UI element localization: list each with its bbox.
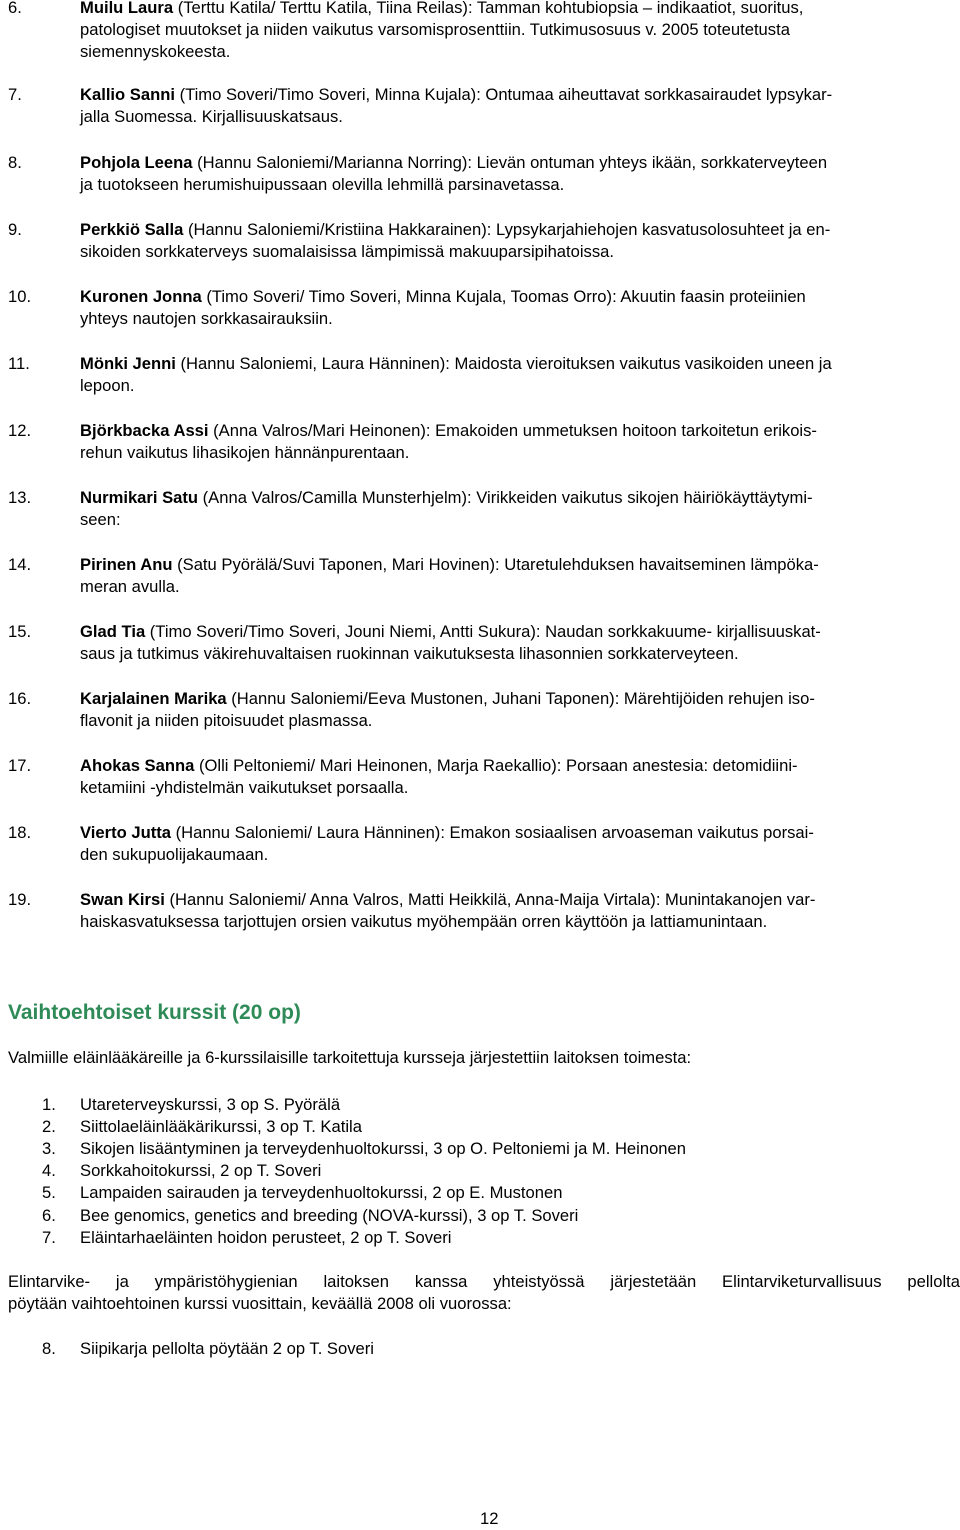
thesis-line: (Hannu Saloniemi/Eeva Mustonen, Juhani Taponen): Märehtijöiden rehujen iso- (226, 689, 815, 708)
thesis-line: lepoon. (80, 376, 135, 395)
course-text: Sorkkahoitokurssi, 2 op T. Soveri (80, 1161, 322, 1180)
thesis-line: (Terttu Katila/ Terttu Katila, Tiina Reilas): Tamman kohtubiopsia – indikaatiot, suoritus, (173, 0, 804, 17)
thesis-author: Karjalainen Marika (80, 689, 227, 708)
thesis-line: (Hannu Saloniemi/ Laura Hänninen): Emakon sosiaalisen arvoaseman vaikutus porsai- (170, 823, 814, 842)
course-number: 3. (42, 1139, 56, 1158)
thesis-item-18 (8, 822, 954, 866)
section-intro: Valmiille eläinlääkäreille ja 6-kurssilaisille tarkoitettuja kursseja järjestettiin laitoksen toimesta: (8, 1048, 692, 1067)
course-number: 6. (42, 1206, 56, 1225)
section-heading: Vaihtoehtoiset kurssit (20 op) (8, 1001, 301, 1024)
thesis-author: Muilu Laura (80, 0, 174, 17)
thesis-author: Vierto Jutta (80, 823, 171, 842)
course-text: Siittolaeläinlääkärikurssi, 3 op T. Katila (80, 1117, 362, 1136)
course-text: Eläintarhaeläinten hoidon perusteet, 2 op T. Soveri (80, 1228, 452, 1247)
thesis-author: Perkkiö Salla (80, 220, 184, 239)
thesis-number: 17. (8, 756, 32, 775)
course-number: 1. (42, 1095, 56, 1114)
thesis-author: Kallio Sanni (80, 85, 175, 104)
thesis-item-13 (8, 487, 954, 531)
thesis-line: meran avulla. (80, 577, 180, 596)
thesis-author: Swan Kirsi (80, 890, 165, 909)
course-number: 2. (42, 1117, 56, 1136)
thesis-line: ja tuotokseen herumishuipussaan olevilla lehmillä parsinavetassa. (80, 175, 565, 194)
thesis-item-12 (8, 420, 954, 464)
thesis-item-16 (8, 688, 954, 732)
thesis-item-8 (8, 152, 954, 196)
course-number: 4. (42, 1161, 56, 1180)
thesis-author: Pirinen Anu (80, 555, 173, 574)
thesis-line: (Hannu Saloniemi, Laura Hänninen): Maidosta vieroituksen vaikutus vasikoiden uneen ja (175, 354, 832, 373)
thesis-author: Kuronen Jonna (80, 287, 202, 306)
course-text: Utareterveyskurssi, 3 op S. Pyörälä (80, 1095, 341, 1114)
thesis-author: Nurmikari Satu (80, 488, 199, 507)
thesis-number: 18. (8, 823, 32, 842)
thesis-number: 6. (8, 0, 22, 17)
course-text: Bee genomics, genetics and breeding (NOVA-kurssi), 3 op T. Soveri (80, 1206, 579, 1225)
course-text: Siipikarja pellolta pöytään 2 op T. Soveri (80, 1339, 374, 1358)
thesis-author: Björkbacka Assi (80, 421, 209, 440)
thesis-number: 11. (8, 354, 30, 373)
thesis-number: 10. (8, 287, 32, 306)
thesis-line: yhteys nautojen sorkkasairauksiin. (80, 309, 333, 328)
thesis-author: Ahokas Sanna (80, 756, 195, 775)
course-number: 7. (42, 1228, 56, 1247)
thesis-line: saus ja tutkimus väkirehuvaltaisen ruokinnan vaikutuksesta lihasonnien sorkkaterveyteen. (80, 644, 739, 663)
thesis-item-10 (8, 286, 954, 330)
course-item-4 (8, 1160, 908, 1182)
thesis-item-9 (8, 219, 954, 263)
course-text: Lampaiden sairauden ja terveydenhuoltokurssi, 2 op E. Mustonen (80, 1183, 563, 1202)
thesis-author: Glad Tia (80, 622, 146, 641)
paragraph-line: pöytään vaihtoehtoinen kurssi vuosittain, keväällä 2008 oli vuorossa: (8, 1294, 512, 1313)
course-item-3 (8, 1138, 908, 1160)
course-item-1 (8, 1094, 908, 1116)
thesis-line: seen: (80, 510, 121, 529)
thesis-line: (Olli Peltoniemi/ Mari Heinonen, Marja Raekallio): Porsaan anestesia: detomidiini- (194, 756, 798, 775)
thesis-line: siemennyskokeesta. (80, 42, 231, 61)
thesis-line: (Hannu Saloniemi/Kristiina Hakkarainen): Lypsykarjahiehojen kasvatusolosuhteet ja en- (183, 220, 831, 239)
thesis-line: (Timo Soveri/ Timo Soveri, Minna Kujala, Toomas Orro): Akuutin faasin proteiinien (201, 287, 806, 306)
thesis-line: ketamiini -yhdistelmän vaikutukset porsaalla. (80, 778, 409, 797)
thesis-number: 19. (8, 890, 32, 909)
course-item-5 (8, 1182, 908, 1204)
thesis-number: 12. (8, 421, 32, 440)
thesis-number: 8. (8, 153, 22, 172)
thesis-line: sikoiden sorkkaterveys suomalaisissa lämpimissä makuuparsipihatoissa. (80, 242, 614, 261)
thesis-number: 15. (8, 622, 32, 641)
page-number: 12 (480, 1509, 499, 1528)
thesis-author: Pohjola Leena (80, 153, 193, 172)
thesis-number: 13. (8, 488, 32, 507)
thesis-line: (Anna Valros/Camilla Munsterhjelm): Virikkeiden vaikutus sikojen häiriökäyttäytymi- (198, 488, 813, 507)
thesis-line: (Satu Pyörälä/Suvi Taponen, Mari Hovinen): Utaretulehduksen havaitseminen lämpöka- (172, 555, 819, 574)
thesis-line: haiskasvatuksessa tarjottujen orsien vaikutus myöhempään orren käyttöön ja lattiamunintaan. (80, 912, 768, 931)
thesis-line: jalla Suomessa. Kirjallisuuskatsaus. (80, 107, 343, 126)
thesis-author: Mönki Jenni (80, 354, 176, 373)
course-item-6 (8, 1205, 908, 1227)
thesis-number: 9. (8, 220, 22, 239)
course-item-8 (8, 1338, 908, 1360)
thesis-line: (Anna Valros/Mari Heinonen): Emakoiden ummetuksen hoitoon tarkoitetun erikois- (208, 421, 817, 440)
paragraph-line: Elintarvike- ja ympäristöhygienian laitoksen kanssa yhteistyössä järjestetään Elintarviketurvallisuus pellolta (8, 1272, 960, 1291)
thesis-line: rehun vaikutus lihasikojen hännänpurentaan. (80, 443, 410, 462)
thesis-line: patologiset muutokset ja niiden vaikutus varsomisprosenttiin. Tutkimusosuus v. 2005 toteutetusta (80, 20, 790, 39)
thesis-item-19 (8, 889, 954, 933)
thesis-item-11 (8, 353, 954, 397)
thesis-item-17 (8, 755, 954, 799)
thesis-line: (Timo Soveri/Timo Soveri, Jouni Niemi, Antti Sukura): Naudan sorkkakuume- kirjallisuuskat- (145, 622, 821, 641)
thesis-item-7 (8, 84, 954, 128)
thesis-item-14 (8, 554, 954, 598)
thesis-line: (Timo Soveri/Timo Soveri, Minna Kujala): Ontumaa aiheuttavat sorkkasairaudet lypsykar- (174, 85, 833, 104)
thesis-number: 7. (8, 85, 22, 104)
thesis-line: den sukupuolijakaumaan. (80, 845, 269, 864)
thesis-line: flavonit ja niiden pitoisuudet plasmassa. (80, 711, 373, 730)
course-number: 8. (42, 1339, 56, 1358)
thesis-number: 14. (8, 555, 32, 574)
course-item-2 (8, 1116, 908, 1138)
course-number: 5. (42, 1183, 56, 1202)
course-item-7 (8, 1227, 908, 1249)
course-text: Sikojen lisääntyminen ja terveydenhuoltokurssi, 3 op O. Peltoniemi ja M. Heinonen (80, 1139, 686, 1158)
thesis-item-6 (8, 0, 954, 63)
thesis-item-15 (8, 621, 954, 665)
thesis-line: (Hannu Saloniemi/Marianna Norring): Lievän ontuman yhteys ikään, sorkkaterveyteen (192, 153, 828, 172)
thesis-number: 16. (8, 689, 32, 708)
thesis-line: (Hannu Saloniemi/ Anna Valros, Matti Heikkilä, Anna-Maija Virtala): Munintakanojen var- (164, 890, 816, 909)
